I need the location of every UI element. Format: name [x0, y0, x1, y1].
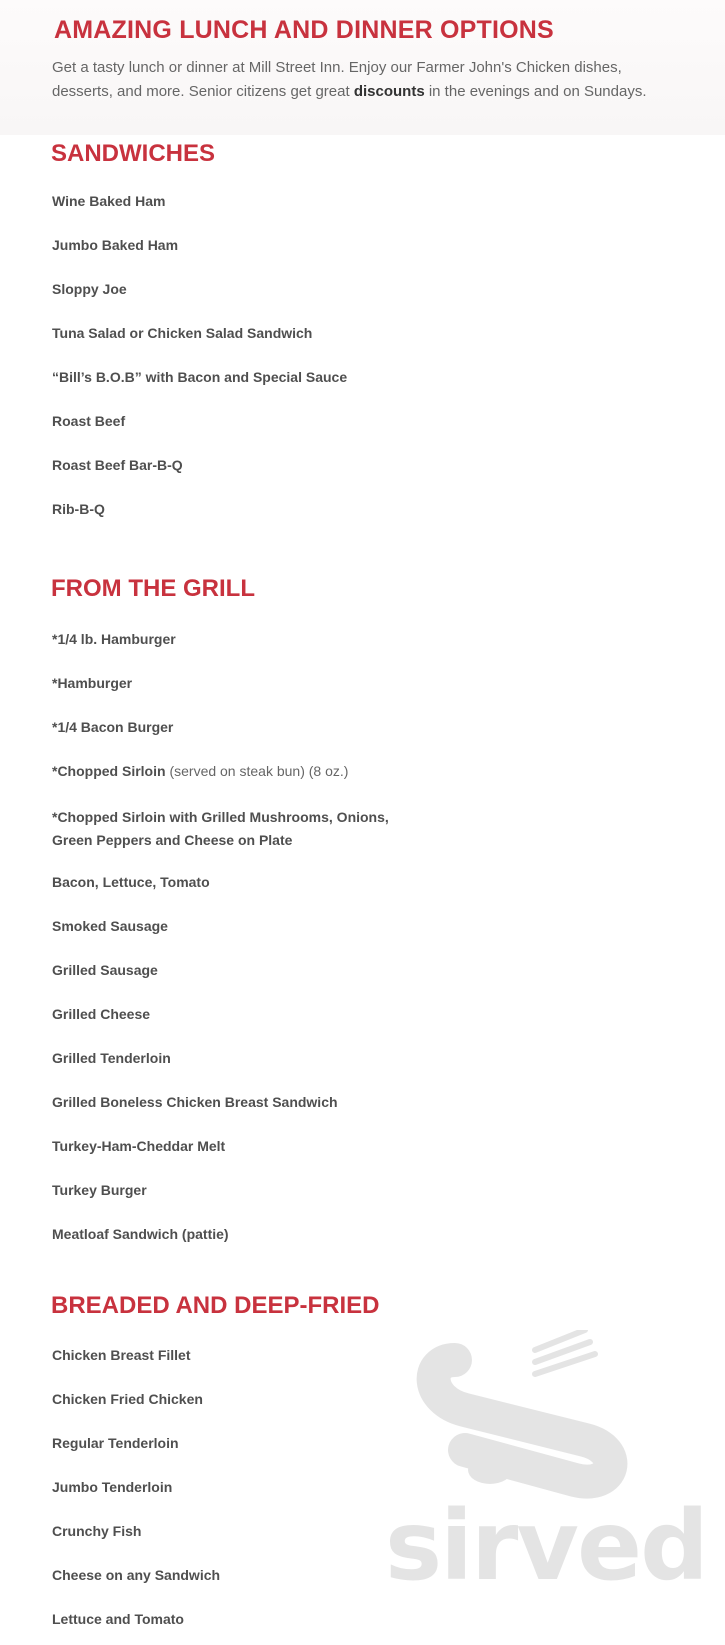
- menu-item: Bacon, Lettuce, Tomato: [52, 874, 210, 890]
- menu-item: Wine Baked Ham: [52, 193, 166, 209]
- menu-item: Lettuce and Tomato: [52, 1611, 184, 1627]
- menu-item: Regular Tenderloin: [52, 1435, 179, 1451]
- menu-item: Grilled Cheese: [52, 1006, 151, 1022]
- menu-item: Crunchy Fish: [52, 1523, 142, 1539]
- menu-item: Meatloaf Sandwich (pattie): [52, 1226, 229, 1242]
- menu-item: Roast Beef Bar-B-Q: [52, 457, 183, 473]
- section-title-sandwiches: SANDWICHES: [51, 140, 216, 167]
- section-title-fried: BREADED AND DEEP-FRIED: [51, 1292, 380, 1319]
- menu-item: Sloppy Joe: [52, 281, 127, 297]
- watermark-text: sirved: [385, 1490, 707, 1602]
- menu-item: Jumbo Tenderloin: [52, 1479, 173, 1495]
- intro-text-end: in the evenings and on Sundays.: [424, 83, 647, 100]
- menu-item: *Hamburger: [52, 675, 133, 691]
- menu-item: *1/4 lb. Hamburger: [52, 631, 176, 647]
- section-title-grill: FROM THE GRILL: [51, 575, 255, 602]
- page-title: AMAZING LUNCH AND DINNER OPTIONS: [54, 16, 554, 44]
- menu-item: Grilled Sausage: [52, 962, 158, 978]
- menu-item: Grilled Tenderloin: [52, 1050, 171, 1066]
- menu-item: “Bill’s B.O.B” with Bacon and Special Sauce: [52, 369, 348, 385]
- fork-spoon-icon: [385, 1330, 685, 1500]
- menu-item: Chicken Fried Chicken: [52, 1391, 203, 1407]
- intro-text-start: Get a tasty lunch or dinner at Mill Street Inn. Enjoy our Farmer John's Chicken dishes, desserts, and more. Senior citizens get great: [52, 59, 622, 100]
- menu-item: Tuna Salad or Chicken Salad Sandwich: [52, 325, 313, 341]
- menu-item-chopped-sirloin: [52, 760, 348, 783]
- menu-item-name: *Chopped Sirloin: [52, 763, 166, 779]
- menu-item: Turkey Burger: [52, 1182, 147, 1198]
- menu-item: Rib-B-Q: [52, 501, 105, 517]
- sirved-watermark: [385, 1330, 707, 1630]
- menu-item: Turkey-Ham-Cheddar Melt: [52, 1138, 226, 1154]
- menu-item: *Chopped Sirloin with Grilled Mushrooms, Onions,: [52, 809, 389, 825]
- menu-item-continuation: Green Peppers and Cheese on Plate: [52, 832, 293, 848]
- menu-item-note: (served on steak bun) (8 oz.): [165, 763, 349, 779]
- menu-item: Grilled Boneless Chicken Breast Sandwich: [52, 1094, 338, 1110]
- discounts-highlight: discounts: [353, 83, 425, 100]
- menu-item: *1/4 Bacon Burger: [52, 719, 174, 735]
- intro-banner: [0, 0, 725, 135]
- menu-item: Chicken Breast Fillet: [52, 1347, 191, 1363]
- menu-item: Cheese on any Sandwich: [52, 1567, 221, 1583]
- menu-item: Smoked Sausage: [52, 918, 168, 934]
- menu-item: Roast Beef: [52, 413, 126, 429]
- intro-paragraph: [52, 56, 652, 104]
- menu-item: Jumbo Baked Ham: [52, 237, 179, 253]
